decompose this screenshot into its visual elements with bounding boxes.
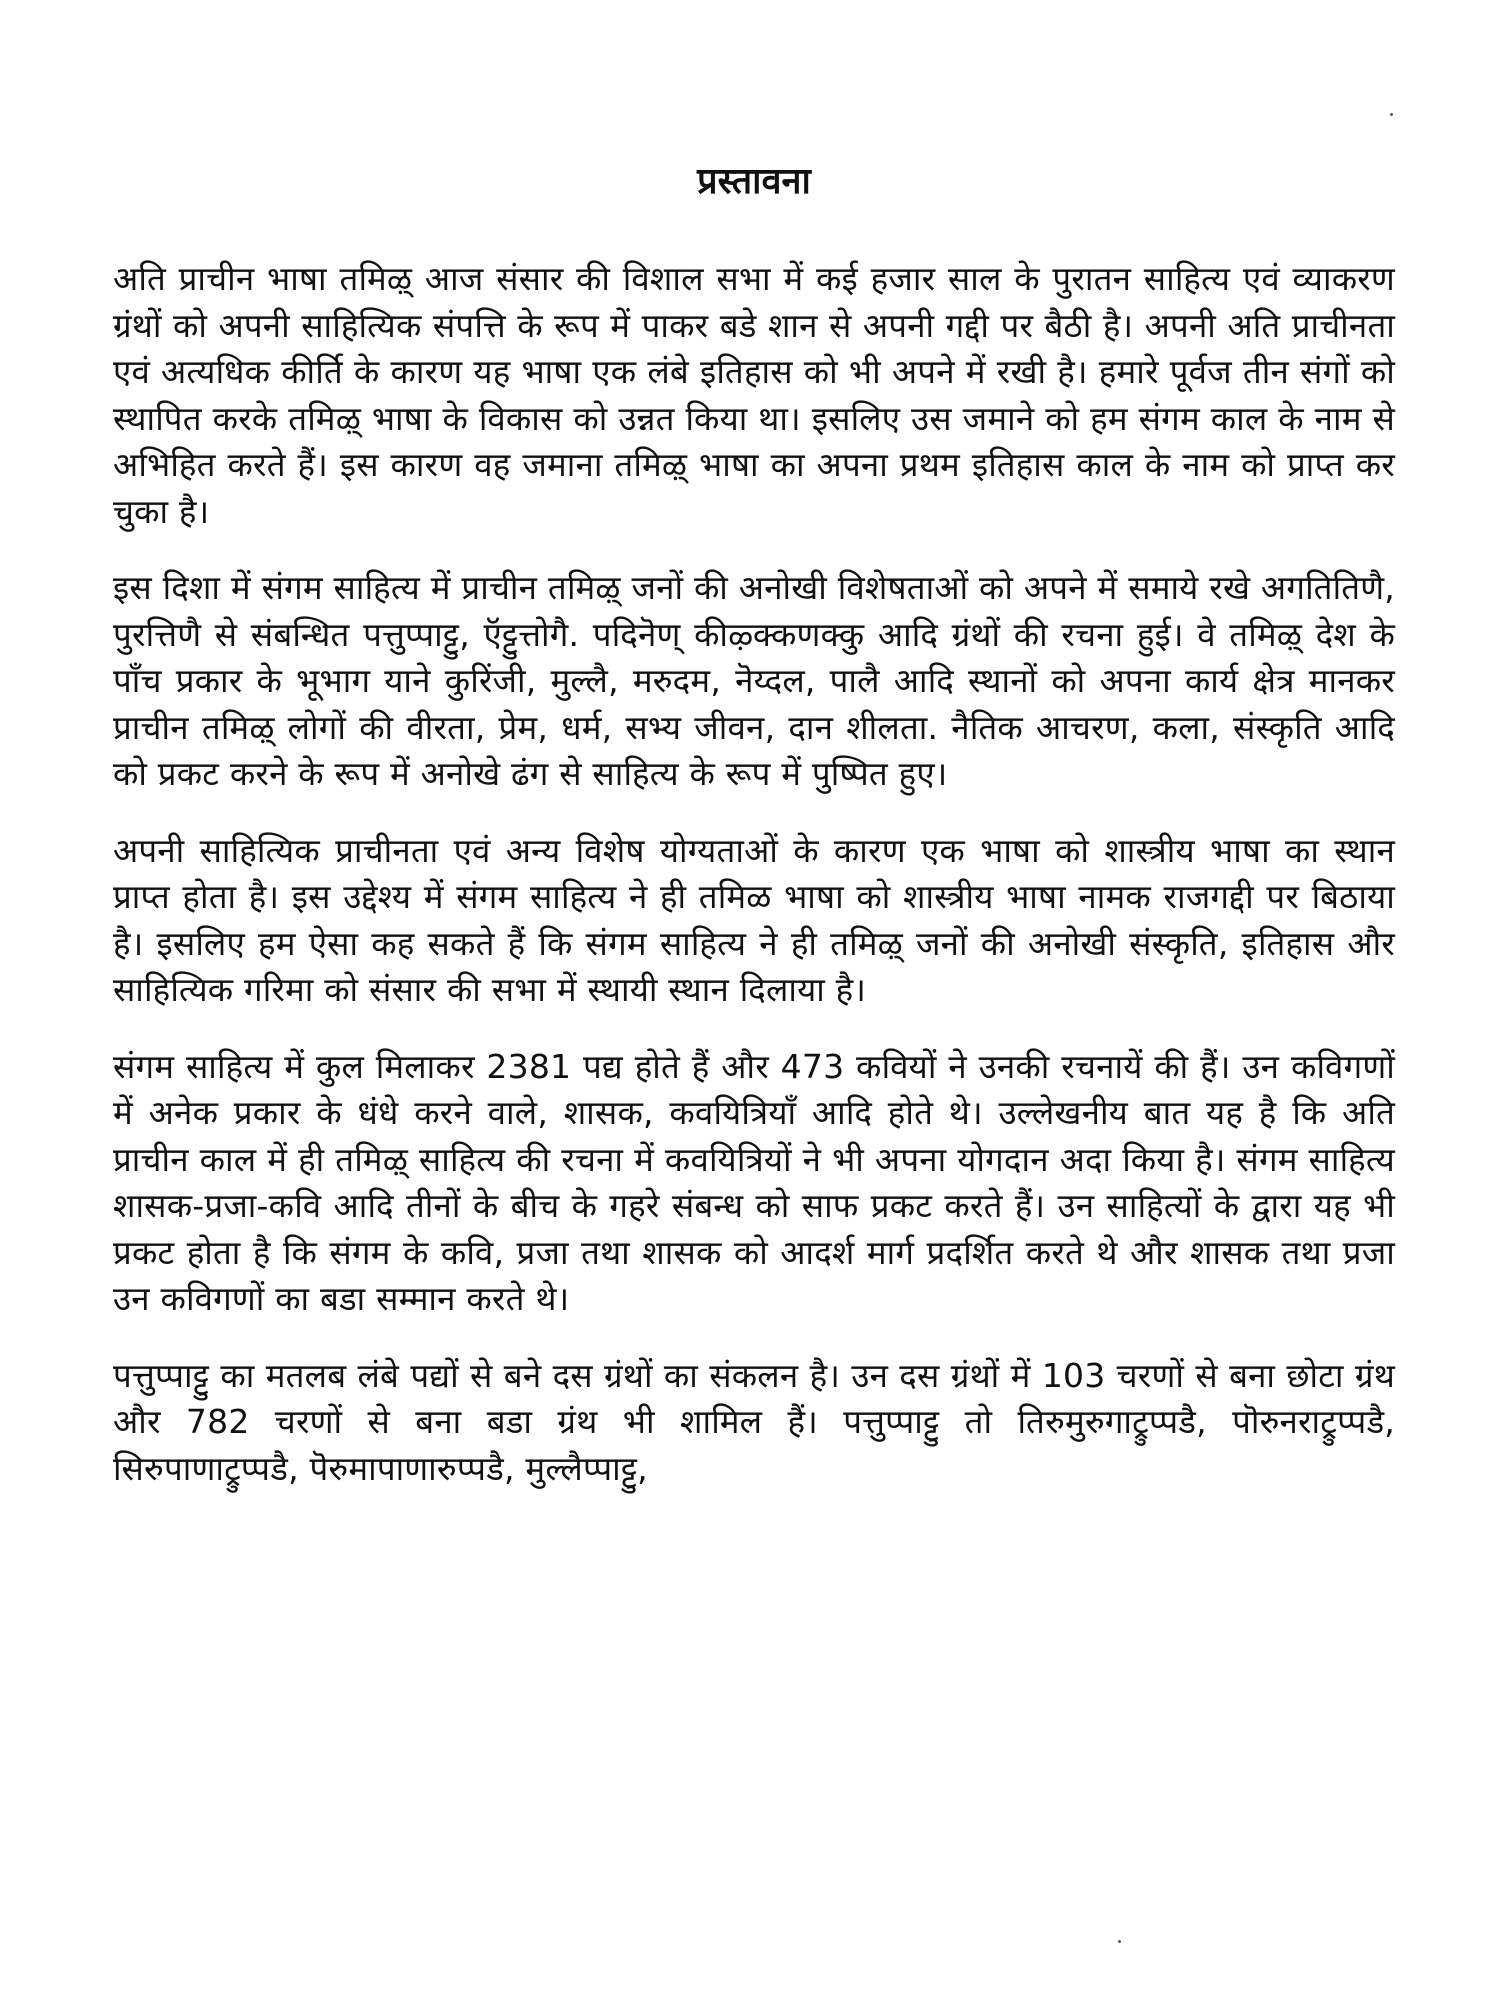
paragraph-classical-status: अपनी साहित्यिक प्राचीनता एवं अन्य विशेष योग्यताओं के कारण एक भाषा को शास्त्रीय भाषा का स्थान प्राप्त होता है। इस उद्देश्य में संगम साहित्य ने ही तमिळ भाषा को शास्त्रीय भाषा नामक राजगद्दी पर बिठाया है। इसलिए हम ऐसा कह सकते हैं कि संगम साहित्य ने ही तमिऴ् जनों की अनोखी संस्कृति, इतिहास और साहित्यिक गरिमा को संसार की सभा में स्थायी स्थान दिलाया है। xyxy=(113,830,1395,1009)
page-title: प्रस्तावना xyxy=(697,161,811,202)
paragraph-pattuppattu: पत्तुप्पाट्टु का मतलब लंबे पद्यों से बने दस ग्रंथों का संकलन है। उन दस ग्रंथों में 103 चरणों से बना छोटा ग्रंथ और 782 चरणों से बना बडा ग्रंथ भी शामिल हैं। पत्तुप्पाट्टु तो तिरुमुरुगाट्रुप्पडै, पॊरुनराट्रुप्पडै, सिरुपाणाट्रुप्पडै, पॆरुमापाणारुप्पडै, मुल्लैप्पाट्टु, xyxy=(113,1355,1395,1488)
paragraph-poets-count: संगम साहित्य में कुल मिलाकर 2381 पद्य होते हैं और 473 कवियों ने उनकी रचनायें की हैं। उन कविगणों में अनेक प्रकार के धंधे करने वाले, शासक, कवयित्रियाँ आदि होते थे। उल्लेखनीय बात यह है कि अति प्राचीन काल में ही तमिऴ् साहित्य की रचना में कवयित्रियों ने भी अपना योगदान अदा किया है। संगम साहित्य शासक-प्रजा-कवि आदि तीनों के बीच के गहरे संबन्ध को साफ प्रकट करते हैं। उन साहित्यों के द्वारा यह भी प्रकट होता है कि संगम के कवि, प्रजा तथा शासक को आदर्श मार्ग प्रदर्शित करते थे और शासक तथा प्रजा उन कविगणों का बडा सम्मान करते थे। xyxy=(113,1046,1395,1318)
scan-speck-top xyxy=(1390,113,1393,116)
paragraph-sangam-intro: अति प्राचीन भाषा तमिऴ् आज संसार की विशाल सभा में कई हजार साल के पुरातन साहित्य एवं व्याकरण ग्रंथों को अपनी साहित्यिक संपत्ति के रूप में पाकर बडे शान से अपनी गद्दी पर बैठी है। अपनी अति प्राचीनता एवं अत्यधिक कीर्ति के कारण यह भाषा एक लंबे इतिहास को भी अपने में रखी है। हमारे पूर्वज तीन संगों को स्थापित करके तमिऴ् भाषा के विकास को उन्नत किया था। इसलिए उस जमाने को हम संगम काल के नाम से अभिहित करते हैं। इस कारण वह जमाना तमिऴ् भाषा का अपना प्रथम इतिहास काल के नाम को प्राप्त कर चुका है। xyxy=(113,259,1395,531)
scan-speck-bottom xyxy=(1118,1940,1121,1943)
paragraph-sangam-works: इस दिशा में संगम साहित्य में प्राचीन तमिऴ् जनों की अनोखी विशेषताओं को अपने में समाये रखे अगतितिणै, पुरत्तिणै से संबन्धित पत्तुप्पाट्टु, ऍट्टुत्तोगै. पदिनॆण् कीऴ्क्कणक्कु आदि ग्रंथों की रचना हुई। वे तमिऴ् देश के पाँच प्रकार के भूभाग याने कुरिंजी, मुल्लै, मरुदम, नॆय्दल, पालै आदि स्थानों को अपना कार्य क्षेत्र मानकर प्राचीन तमिऴ् लोगों की वीरता, प्रेम, धर्म, सभ्य जीवन, दान शीलता. नैतिक आचरण, कला, संस्कृति आदि को प्रकट करने के रूप में अनोखे ढंग से साहित्य के रूप में पुष्पित हुए। xyxy=(113,568,1395,793)
